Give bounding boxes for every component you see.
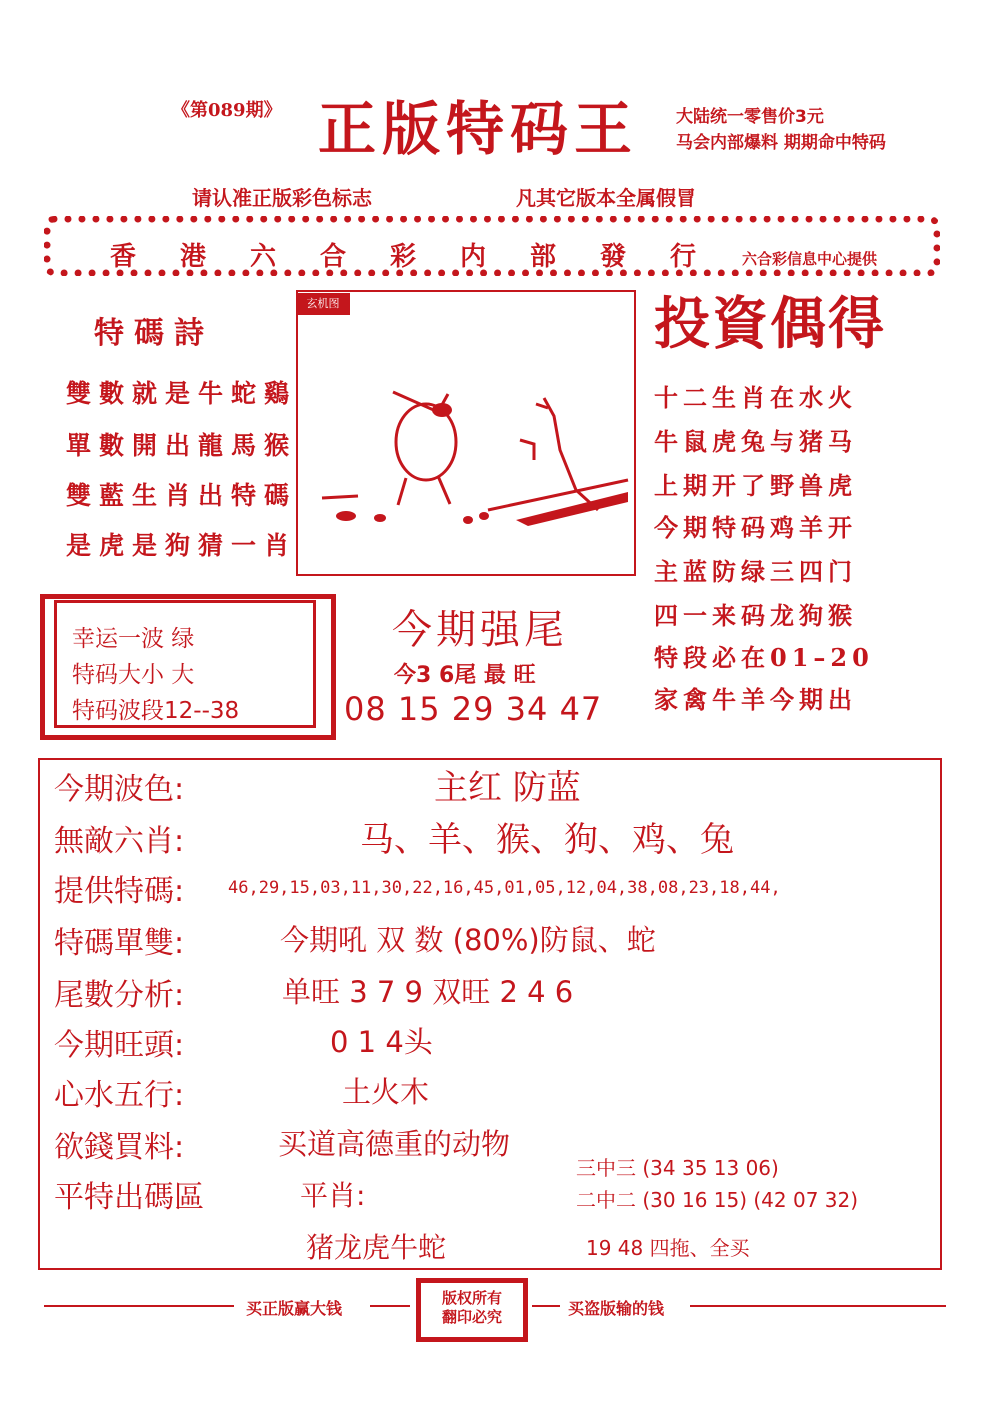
buy-tip-label: 欲錢買料:: [54, 1130, 185, 1165]
tail-analysis-value: 单旺 3 7 9 双旺 2 4 6: [282, 975, 574, 1009]
strong-tail-numbers: 08 15 29 34 47: [344, 690, 603, 728]
poem-line: 雙藍生肖出特碼: [66, 481, 298, 510]
copyright-line-2: 翻印必究: [441, 1308, 502, 1326]
issue-number: 《第089期》: [172, 100, 282, 121]
invest-line: 四一来码龙狗猴: [654, 601, 857, 630]
flat-zodiac-animals: 猪龙虎牛蛇: [306, 1231, 447, 1264]
invest-line: 今期特码鸡羊开: [654, 513, 857, 542]
lucky-size: 特码大小 大: [72, 662, 195, 688]
odd-even-value: 今期吼 双 数 (80%)防鼠、蛇: [280, 923, 656, 957]
riddle-illustration: [298, 320, 634, 570]
copyright-stamp: [416, 1278, 528, 1342]
footer-rule-mid-right: [532, 1305, 560, 1307]
combo-drag: 19 48 四拖、全买: [586, 1236, 750, 1260]
six-zodiac-value: 马、羊、猴、狗、鸡、兔: [360, 820, 734, 860]
footer-rule-left: [44, 1305, 234, 1307]
poem-line: 是虎是狗猜一肖: [66, 531, 298, 560]
hot-head-label: 今期旺頭:: [54, 1028, 185, 1063]
flat-zodiac-label: 平肖:: [300, 1179, 366, 1212]
combo-three: 三中三 (34 35 13 06): [576, 1156, 779, 1180]
poem-line: 單數開出龍馬猴: [66, 431, 298, 460]
invest-line: 十二生肖在水火: [654, 383, 857, 412]
footer-rule-right: [690, 1305, 946, 1307]
footer-rule-mid-left: [370, 1305, 410, 1307]
special-numbers-label: 提供特碼:: [54, 874, 185, 909]
price-note: 大陆统一零售价3元: [676, 107, 824, 127]
picture-stamp: 玄机图: [296, 293, 350, 315]
invest-line: 主蓝防绿三四门: [654, 557, 857, 586]
poem-title: 特碼詩: [94, 316, 214, 351]
five-elements-label: 心水五行:: [54, 1078, 185, 1113]
combo-two: 二中二 (30 16 15) (42 07 32): [576, 1188, 859, 1212]
tail-analysis-label: 尾數分析:: [54, 978, 185, 1013]
wave-color-label: 今期波色:: [54, 772, 185, 807]
poem-line: 雙數就是牛蛇鷄: [66, 379, 298, 408]
page-title: 正版特码王: [318, 95, 639, 163]
banner-provider: 六合彩信息中心提供: [742, 250, 878, 268]
hot-head-value: 0 1 4头: [330, 1025, 433, 1059]
odd-even-label: 特碼單雙:: [54, 926, 185, 961]
authenticity-note: 请认准正版彩色标志: [192, 186, 372, 210]
copyright-line-1: 版权所有: [441, 1289, 502, 1307]
six-zodiac-label: 無敵六肖:: [54, 824, 185, 859]
insider-note: 马会内部爆料 期期命中特码: [676, 133, 886, 153]
flat-zone-label: 平特出碼區: [54, 1180, 204, 1215]
invest-title: 投資偶得: [654, 291, 886, 357]
wave-color-value: 主红 防蓝: [434, 768, 581, 808]
banner-title: 香港六合彩内部發行: [110, 242, 741, 272]
invest-line: 上期开了野兽虎: [654, 471, 857, 500]
footer-left-slogan: 买正版赢大钱: [246, 1299, 343, 1318]
footer-right-slogan: 买盗版输的钱: [568, 1299, 665, 1318]
strong-tail-title: 今期强尾: [392, 607, 568, 653]
counterfeit-warning: 凡其它版本全属假冒: [516, 186, 696, 210]
strong-tail-sub: 今3 6尾 最 旺: [394, 663, 536, 688]
buy-tip-value: 买道高德重的动物: [278, 1127, 511, 1161]
lucky-wave: 幸运一波 绿: [72, 626, 195, 652]
lucky-segment: 特码波段12--38: [72, 698, 240, 724]
five-elements-value: 土火木: [342, 1075, 430, 1109]
special-numbers-value: 46,29,15,03,11,30,22,16,45,01,05,12,04,38,08,23,18,44,: [228, 878, 781, 898]
invest-line: 牛鼠虎兔与猪马: [654, 427, 857, 456]
invest-line: 家禽牛羊今期出: [654, 685, 857, 714]
invest-line: 特段必在01–20: [654, 643, 874, 672]
